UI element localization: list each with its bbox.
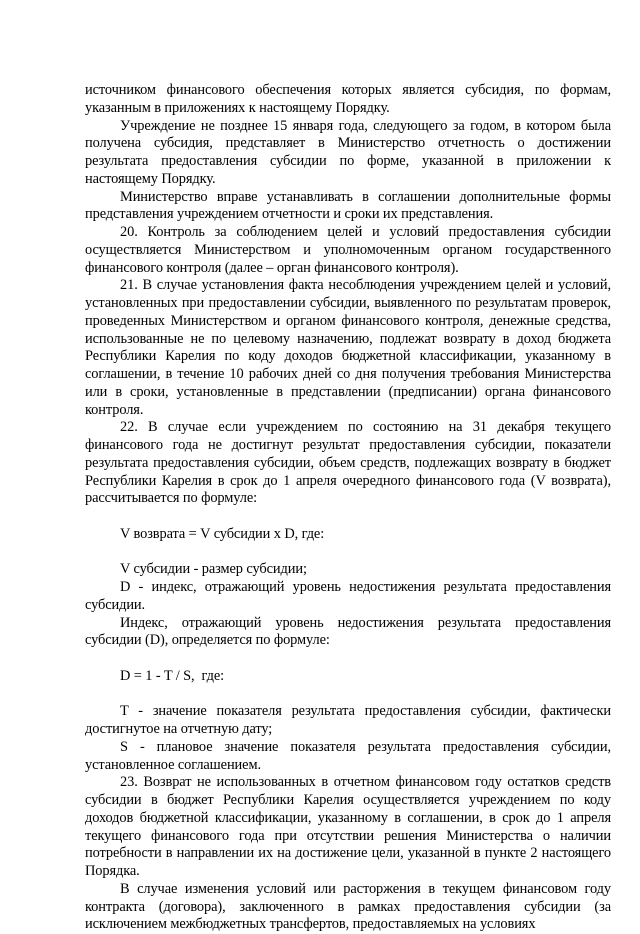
paragraph-contract-change: В случае изменения условий или расторжения в текущем финансовом году контракта (договора), заключенного в рамках предоставления субсидии (за исключением межбюджетных трансфертов, предоставляемых на условиях [85, 880, 611, 933]
paragraph-report-deadline: Учреждение не позднее 15 января года, следующего за годом, в котором была получена субсидия, представляет в Министерство отчетность о достижении результата предоставления субсидии по форме, указанной в приложении к настоящему Порядку. [85, 117, 611, 187]
paragraph-item-22: 22. В случае если учреждением по состоянию на 31 декабря текущего финансового года не достигнут результат предоставления субсидии, показатели результата предоставления субсидии, объем средств, подлежащих возврату в бюджет Республики Карелия в срок до 1 апреля очередного финансового года (V возврата), рассчитывается по формуле: [85, 419, 611, 507]
paragraph-additional-forms: Министерство вправе устанавливать в соглашении дополнительные формы представления учреждением отчетности и сроки их представления. [85, 188, 611, 223]
formula-v-return: V возврата = V субсидии x D, где: [120, 525, 325, 542]
definition-t-value: T - значение показателя результата предоставления субсидии, фактически достигнутое на отчетную дату; [85, 703, 611, 737]
formula-d-index: D = 1 - T / S, где: [120, 667, 225, 684]
paragraph-index-formula-intro: Индекс, отражающий уровень недостижения результата предоставления субсидии (D), определяется по формуле: [85, 614, 611, 649]
definition-d-index: D - индекс, отражающий уровень недостижения результата предоставления субсидии. [85, 579, 611, 613]
paragraph-continuation: источником финансового обеспечения которых является субсидия, по формам, указанным в приложениях к настоящему Порядку. [85, 82, 611, 116]
paragraph-item-20: 20. Контроль за соблюдением целей и условий предоставления субсидии осуществляется Министерством и уполномоченным органом государственного финансового контроля (далее – орган финансового контроля). [85, 224, 611, 276]
paragraph-item-21: 21. В случае установления факта несоблюдения учреждением целей и условий, установленных при предоставлении субсидии, выявленного по результатам проверок, проведенных Министерством и органом финансового контроля, денежные средства, использованные не по целевому назначению, подлежат возврату в доход бюджета Республики Карелия по коду доходов бюджетной классификации, указанному в соглашении, в течение 10 рабочих дней со дня получения требования Министерства или в сроки, установленные в представлении (предписании) органа финансового контроля. [85, 277, 611, 418]
paragraph-item-23: 23. Возврат не использованных в отчетном финансовом году остатков средств субсидии в бюджет Республики Карелия осуществляется учреждением по коду доходов бюджетной классификации, указанному в соглашении, в срок до 1 апреля текущего финансового года при отсутствии решения Министерства о наличии потребности в направлении их на достижение цели, указанной в пункте 2 настоящего Порядка. [85, 774, 611, 879]
definition-s-value: S - плановое значение показателя результата предоставления субсидии, установленное соглашением. [85, 738, 611, 773]
definition-v-subsidy: V субсидии - размер субсидии; [120, 561, 307, 578]
